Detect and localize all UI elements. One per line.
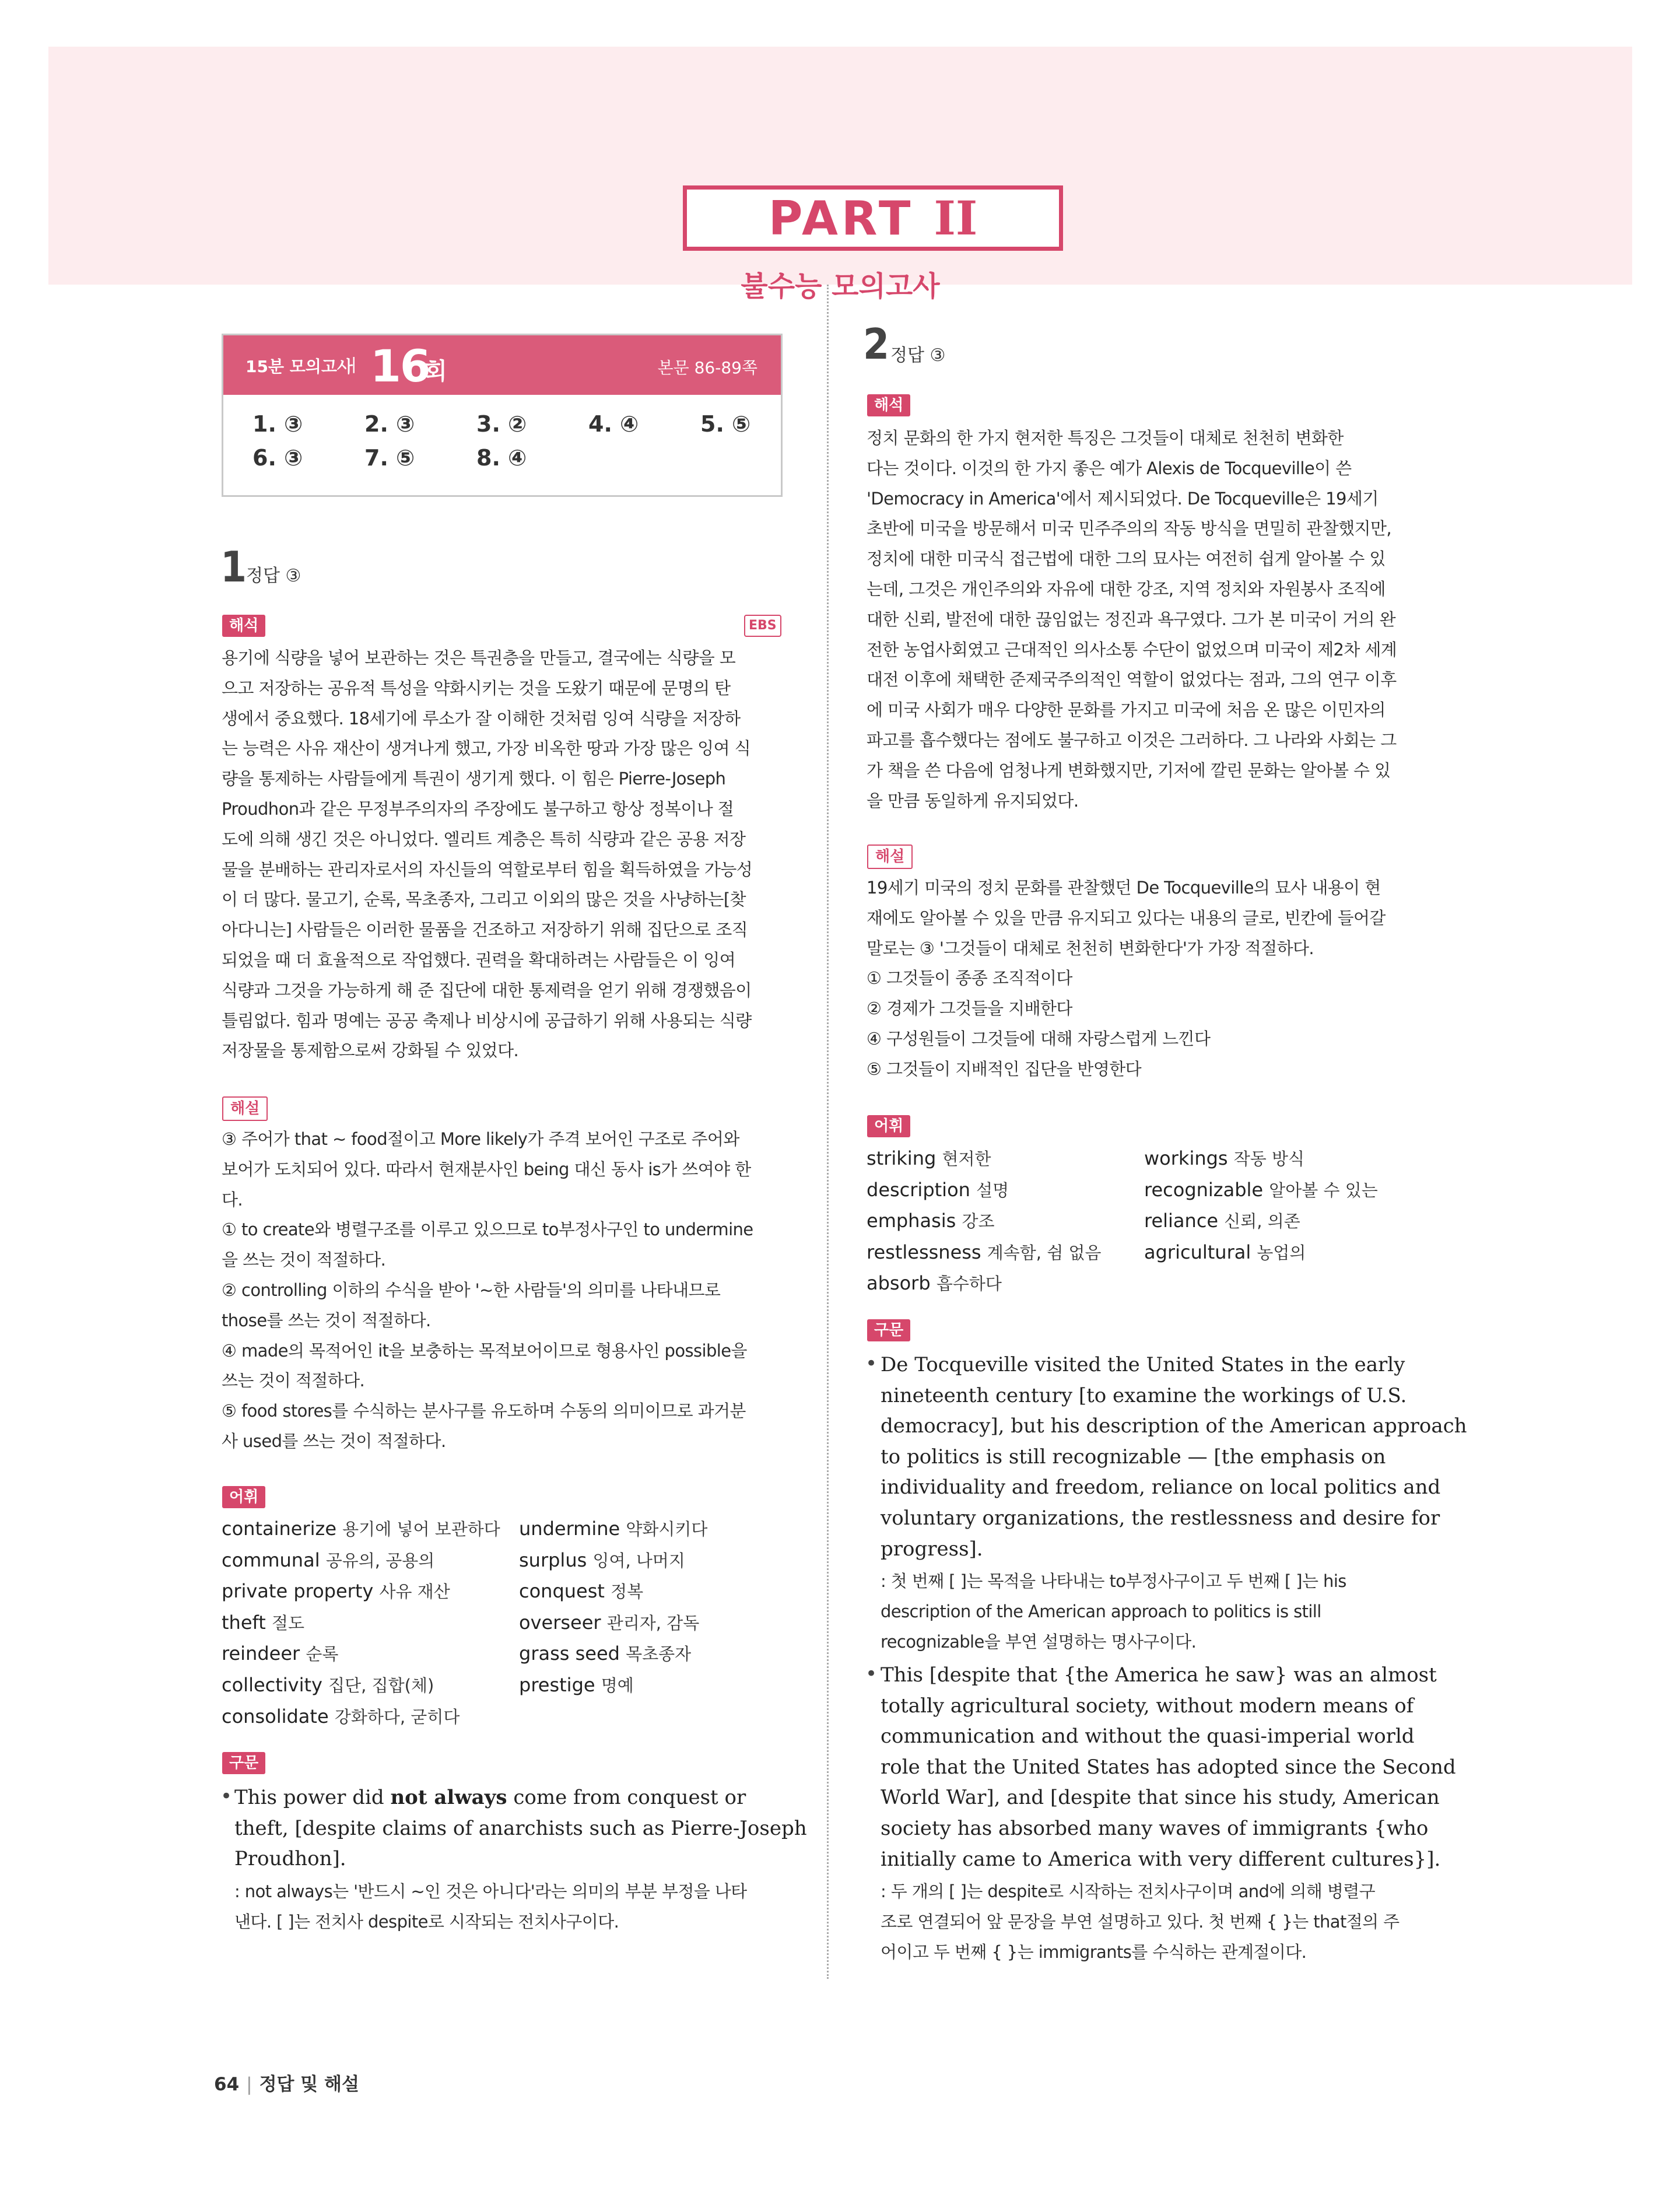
text-line: ④ made의 목적어인 it을 보충하는 목적보어이므로 형용사인 possible을 [222, 1340, 747, 1361]
section-title: 정답 및 해설 [259, 2074, 359, 2095]
text-line: nineteenth century [to examine the workings of U.S. [881, 1383, 1407, 1407]
text-line: ③ 주어가 that ~ food절이고 More likely가 주격 보어인 구조로 주어와 [222, 1129, 739, 1149]
text-line: theft, [despite claims of anarchists such as Pierre-Joseph [234, 1816, 807, 1840]
vocab-item: description 설명 [867, 1178, 1009, 1201]
vocab-item: collectivity 집단, 집합(체) [222, 1673, 434, 1696]
vocab-tag: 어휘 [222, 1486, 265, 1508]
page-footer [214, 2069, 359, 2096]
text-line: 쓰는 것이 적절하다. [222, 1371, 365, 1391]
text-line: progress]. [881, 1537, 983, 1561]
text-line: ① 그것들이 종종 조직적이다 [867, 968, 1072, 989]
answer-item: 2. ③ [364, 411, 415, 437]
part-word: PART [768, 191, 914, 246]
vocab-item: consolidate 강화하다, 굳히다 [222, 1705, 460, 1728]
explanation-tag: 해설 [222, 1096, 268, 1121]
vocab-tag: 어휘 [867, 1115, 910, 1137]
vocab-item: prestige 명예 [519, 1673, 634, 1696]
text-line: 어이고 두 번째 { }는 immigrants를 수식하는 관계절이다. [881, 1942, 1307, 1962]
text-line: This [despite that {the America he saw} was an almost [881, 1663, 1437, 1687]
vocab-item: restlessness 계속함, 쉼 없음 [867, 1241, 1102, 1263]
vocab-item: overseer 관리자, 감독 [519, 1611, 700, 1634]
text-line: ② controlling 이하의 수식을 받아 '~한 사람들'의 의미를 나타내므로 [222, 1280, 721, 1300]
q2-vocab-col1 [867, 1143, 1102, 1299]
vocab-item: emphasis 강조 [867, 1210, 995, 1232]
q2-vocab-col2 [1144, 1143, 1378, 1268]
text-line: Proudhon과 같은 무정부주의자의 주장에도 불구하고 항상 정복이나 절 [222, 798, 734, 819]
part-banner [48, 47, 1632, 303]
q2-structure-sentence-2 [881, 1660, 1456, 1874]
q2-structure-sentence-1 [881, 1350, 1467, 1564]
text-line: 을 만큼 동일하게 유지되었다. [867, 790, 1079, 811]
answer-summary-box [222, 334, 783, 497]
vocab-item: undermine 약화시키다 [519, 1518, 708, 1540]
question-answer: 정답 ③ [246, 566, 301, 586]
text-line: ⑤ 그것들이 지배적인 집단을 반영한다 [867, 1059, 1142, 1079]
vocab-item: theft 절도 [222, 1611, 304, 1634]
text-line: 량을 통제하는 사람들에게 특권이 생기게 했다. 이 힘은 Pierre-Joseph [222, 769, 726, 789]
summary-header [223, 335, 781, 395]
text-line: initially came to America with very different cultures}]. [881, 1847, 1441, 1871]
text-line: World War], and [despite that since his study, American [881, 1786, 1440, 1810]
text-line: those를 쓰는 것이 적절하다. [222, 1310, 431, 1330]
text-line: 는 능력은 사유 재산이 생겨나게 했고, 가장 비옥한 땅과 가장 많은 잉여 식 [222, 738, 751, 759]
text-line: 사 used를 쓰는 것이 적절하다. [222, 1431, 446, 1451]
text-line: 'Democracy in America'에서 제시되었다. De Tocqueville은 19세기 [867, 488, 1379, 509]
text-line: 재에도 알아볼 수 있을 만큼 유지되고 있다는 내용의 글로, 빈칸에 들어갈 [867, 907, 1386, 928]
vocab-item: workings 작동 방식 [1144, 1147, 1305, 1169]
text-line: ① to create와 병렬구조를 이루고 있으므로 to부정사구인 to undermine [222, 1220, 753, 1240]
text-line: 대전 이후에 채택한 준제국주의적인 역할이 없었다는 점과, 그의 연구 이후 [867, 670, 1397, 690]
text-line: communication and without the quasi-imperial world [881, 1725, 1415, 1749]
bullet: • [220, 1785, 233, 1808]
q1-vocab-col2 [519, 1513, 707, 1701]
answer-item: 3. ② [476, 411, 527, 437]
text-line: 이 더 많다. 물고기, 순록, 목초종자, 그리고 이외의 많은 것을 사냥하는[찾 [222, 889, 746, 910]
answer-item: 5. ⑤ [700, 411, 751, 437]
bullet: • [865, 1662, 878, 1686]
question-number: 1 [220, 542, 247, 591]
text-line: 정치 문화의 한 가지 현저한 특징은 그것들이 대체로 천천히 변화한 [867, 428, 1344, 448]
text-line: 초반에 미국을 방문해서 미국 민주주의의 작동 방식을 면밀히 관찰했지만, [867, 518, 1391, 539]
vocab-item: recognizable 알아볼 수 있는 [1144, 1178, 1378, 1201]
text-line: democracy], but his description of the American approach [881, 1414, 1467, 1438]
vocab-item: agricultural 농업의 [1144, 1241, 1306, 1263]
page-range: 본문 86-89쪽 [657, 358, 757, 377]
structure-tag: 구문 [867, 1319, 910, 1341]
summary-separator: | [351, 354, 357, 373]
text-line: 을 쓰는 것이 적절하다. [222, 1250, 386, 1270]
text-line: 조로 연결되어 앞 문장을 부연 설명하고 있다. 첫 번째 { }는 that절의 주 [881, 1911, 1400, 1932]
text-line: 으고 저장하는 공유적 특성을 약화시키는 것을 도왔기 때문에 문명의 탄 [222, 678, 731, 698]
text-line: voluntary organizations, the restlessness and desire for [881, 1506, 1440, 1530]
text-line: 대한 신뢰, 발전에 대한 끊임없는 정진과 욕구였다. 그가 본 미국이 거의 완 [867, 609, 1396, 629]
vocab-item: private property 사유 재산 [222, 1580, 450, 1603]
text-line: 아다니는] 사람들은 이러한 물품을 건조하고 저장하기 위해 집단으로 조직 [222, 920, 748, 940]
text-line: to politics is still recognizable — [the emphasis on [881, 1445, 1386, 1469]
text-line: 정치에 대한 미국식 접근법에 대한 그의 묘사는 여전히 쉽게 알아볼 수 있 [867, 549, 1386, 569]
answer-item: 4. ④ [588, 411, 639, 437]
text-line: 가 책을 쓴 다음에 엄청나게 변화했지만, 기저에 깔린 문화는 알아볼 수 있 [867, 760, 1391, 780]
round-suffix: 회 [425, 358, 447, 385]
text-line: 다. [222, 1189, 243, 1210]
q1-vocab-col1 [222, 1513, 500, 1732]
answer-item: 6. ③ [252, 445, 303, 471]
vocab-item: conquest 정복 [519, 1580, 644, 1603]
q2-structure-note-2 [881, 1877, 1430, 1967]
text-line: 물을 분배하는 관리자로서의 자신들의 역할로부터 힘을 획득하였을 가능성 [222, 859, 753, 880]
round-number: 16 [370, 340, 430, 392]
translation-tag: 해석 [867, 394, 910, 416]
text-line: 19세기 미국의 정치 문화를 관찰했던 De Tocqueville의 묘사 내용이 현 [867, 878, 1381, 898]
part-numeral: II [934, 191, 978, 246]
page-number: 64 [214, 2074, 240, 2095]
part-title-box [683, 185, 1063, 251]
vocab-item: striking 현저한 [867, 1147, 991, 1169]
q2-translation [867, 423, 1430, 816]
text-line: 식량과 그것을 가능하게 해 준 집단에 대한 통제력을 얻기 위해 경쟁했음이 [222, 980, 752, 1000]
footer-separator: | [246, 2074, 252, 2095]
bullet: • [865, 1352, 878, 1375]
text-line: 도에 의해 생긴 것은 아니었다. 엘리트 계층은 특히 식량과 같은 공용 저장 [222, 829, 746, 849]
part-subtitle: 불수능 모의고사 [741, 270, 940, 303]
text-line: 낸다. [ ]는 전치사 despite로 시작되는 전치사구이다. [234, 1911, 619, 1932]
text-line: : 첫 번째 [ ]는 목적을 나타내는 to부정사구이고 두 번째 [ ]는 his [881, 1571, 1346, 1591]
text-line: 에 미국 사회가 매우 다양한 문화를 가지고 미국에 처음 온 많은 이민자의 [867, 700, 1386, 720]
q1-explanation [222, 1124, 783, 1457]
text-line: : not always는 '반드시 ~인 것은 아니다'라는 의미의 부분 부정을 나타 [234, 1881, 747, 1901]
text-line: 전한 농업사회였고 근대적인 의사소통 수단이 없었으며 미국이 제2차 세계 [867, 639, 1397, 660]
text-line: 말로는 ③ '그것들이 대체로 천천히 변화한다'가 가장 적절하다. [867, 938, 1314, 958]
text-line: 저장물을 통제함으로써 강화될 수 있었다. [222, 1040, 519, 1061]
translation-tag: 해석 [222, 615, 265, 637]
text-line: 파고를 흡수했다는 점에도 불구하고 이것은 그러하다. 그 나라와 사회는 그 [867, 730, 1397, 750]
q2-explanation [867, 873, 1430, 1085]
text-line: totally agricultural society, without modern means of [881, 1694, 1414, 1718]
q2-structure-note-1 [881, 1567, 1430, 1657]
text-line: ⑤ food stores를 수식하는 분사구를 유도하며 수동의 의미이므로 과거분 [222, 1401, 746, 1421]
vocab-item: reindeer 순록 [222, 1642, 339, 1665]
text-line: This power did not always come from conquest or [234, 1786, 746, 1809]
text-line: individuality and freedom, reliance on local politics and [881, 1476, 1441, 1499]
text-line: 되었을 때 더 효율적으로 작업했다. 권력을 확대하려는 사람들은 이 잉여 [222, 949, 736, 970]
text-line: Proudhon]. [234, 1847, 346, 1871]
text-line: ② 경제가 그것들을 지배한다 [867, 998, 1072, 1019]
emphasis-text: not always [390, 1786, 507, 1809]
text-line: 생에서 중요했다. 18세기에 루소가 잘 이해한 것처럼 잉여 식량을 저장하 [222, 708, 741, 728]
vocab-item: grass seed 목초종자 [519, 1642, 692, 1665]
answer-item: 8. ④ [476, 445, 527, 471]
ebs-badge: EBS [744, 615, 781, 637]
text-line: 용기에 식량을 넣어 보관하는 것은 특권층을 만들고, 결국에는 식량을 모 [222, 648, 736, 668]
vocab-item: containerize 용기에 넣어 보관하다 [222, 1518, 500, 1540]
text-line: recognizable을 부연 설명하는 명사구이다. [881, 1631, 1197, 1652]
question-answer: 정답 ③ [890, 345, 946, 366]
vocab-item: absorb 흡수하다 [867, 1272, 1002, 1295]
explanation-tag: 해설 [867, 845, 913, 869]
question-number: 2 [863, 320, 890, 369]
text-line: society has absorbed many waves of immigrants {who [881, 1816, 1429, 1840]
vocab-item: reliance 신뢰, 의존 [1144, 1210, 1300, 1232]
q1-structure-sentence [234, 1782, 807, 1874]
text-line: 다는 것이다. 이것의 한 가지 좋은 예가 Alexis de Tocqueville이 쓴 [867, 458, 1352, 478]
q1-translation [222, 643, 783, 1066]
vocab-item: communal 공유의, 공용의 [222, 1548, 435, 1571]
text-line: 틀림없다. 힘과 명예는 공공 축제나 비상시에 공급하기 위해 사용되는 식량 [222, 1010, 752, 1031]
answer-item: 7. ⑤ [364, 445, 415, 471]
text-line: : 두 개의 [ ]는 despite로 시작하는 전치사구이며 and에 의해 병렬구 [881, 1881, 1376, 1901]
text-line: De Tocqueville visited the United States in the early [881, 1353, 1405, 1376]
text-line: 보어가 도치되어 있다. 따라서 현재분사인 being 대신 동사 is가 쓰여야 한 [222, 1159, 751, 1179]
text-line: description of the American approach to politics is still [881, 1601, 1321, 1621]
q1-structure-note [234, 1877, 783, 1937]
text-line: role that the United States has adopted since the Second [881, 1755, 1456, 1779]
text-line: ④ 구성원들이 그것들에 대해 자랑스럽게 느낀다 [867, 1028, 1211, 1049]
summary-label: 15분 모의고사 [245, 357, 353, 376]
vocab-item: surplus 잉여, 나머지 [519, 1548, 685, 1571]
column-divider [827, 285, 829, 1979]
text-line: 는데, 그것은 개인주의와 자유에 대한 강조, 지역 정치와 자원봉사 조직에 [867, 579, 1386, 599]
answer-item: 1. ③ [252, 411, 303, 437]
structure-tag: 구문 [222, 1752, 265, 1774]
